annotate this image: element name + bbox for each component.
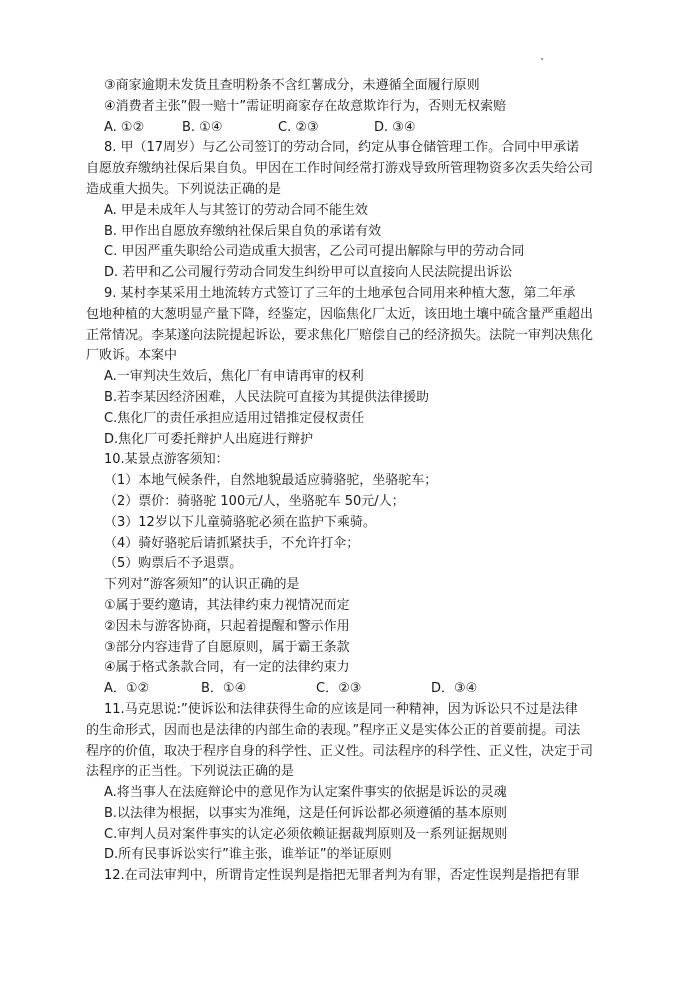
statement-3: ③商家逾期未发货且查明粉条不含红薯成分，未遵循全面履行原则	[104, 78, 480, 93]
option-c: C. ②③	[278, 119, 319, 135]
q9-option-a: A.一审判决生效后，焦化厂有申请再审的权利	[104, 369, 364, 385]
exam-content	[86, 76, 626, 887]
q10-statement-3: ③部分内容违背了自愿原则，属于霸王条款	[104, 639, 350, 655]
q10-item-3: （3）12岁以下儿童骑骆驼必须在监护下乘骑。	[104, 514, 376, 530]
q9-option-b: B.若李某因经济困难，人民法院可直接为其提供法律援助	[104, 389, 430, 405]
q11-option-a: A.将当事人在法庭辩论中的意见作为认定案件事实的依据是诉讼的灵魂	[104, 785, 507, 801]
q10-options	[86, 679, 626, 700]
q9-option-d: D.焦化厂可委托辩护人出庭进行辩护	[104, 431, 314, 447]
q10-option-a: A．①②	[104, 681, 150, 697]
q8-option-c: C. 甲因严重失职给公司造成重大损害，乙公司可提出解除与甲的劳动合同	[104, 244, 525, 260]
q9-stem-line-4: 厂败诉。本案中	[86, 348, 178, 364]
q10-item-5: （5）购票后不予退票。	[104, 556, 243, 572]
q11-stem-line-2: 的生命形式，因而也是法律的内部生命的表现。”程序正义是实体公正的首要前提。司法	[86, 722, 581, 738]
q8-stem-line-1: 8. 甲（17周岁）与乙公司签订的劳动合同，约定从事仓储管理工作。合同中甲承诺	[104, 140, 580, 156]
q10-question: 下列对”游客须知”的认识正确的是	[104, 577, 300, 593]
q11-option-b: B.以法律为根据，以事实为准绳，这是任何诉讼都必须遵循的基本原则	[104, 805, 508, 821]
q8-option-b: B. 甲作出自愿放弃缴纳社保后果自负的承诺有效	[104, 223, 382, 239]
q10-stem: 10.某景点游客须知：	[104, 452, 229, 468]
q10-option-c: C．②③	[316, 681, 362, 697]
option-b: B. ①④	[182, 119, 223, 135]
q8-option-a: A. 甲是未成年人与其签订的劳动合同不能生效	[104, 202, 368, 218]
q11-stem-line-3: 程序的价值，取决于程序自身的科学性、正义性。司法程序的科学性、正义性，决定于司	[86, 743, 594, 759]
q10-option-d: D．③④	[431, 681, 478, 697]
q12-stem-line-1: 12.在司法审判中，所谓肯定性误判是指把无罪者判为有罪，否定性误判是指把有罪	[104, 868, 580, 884]
q9-option-c: C.焦化厂的责任承担应适用过错推定侵权责任	[104, 410, 365, 426]
option-d: D. ③④	[374, 119, 416, 135]
q10-option-b: B．①④	[201, 681, 247, 697]
q11-option-c: C.审判人员对案件事实的认定必须依赖证据裁判原则及一系列证据规则	[104, 826, 508, 842]
q9-stem-line-2: 包地种植的大葱明显产量下降，经鉴定，因临焦化厂太近，该田地土壤中硫含量严重超出	[86, 306, 594, 322]
q8-option-d: D. 若甲和乙公司履行劳动合同发生纠纷甲可以直接向人民法院提出诉讼	[104, 265, 513, 281]
q10-statement-1: ①属于要约邀请，其法律约束力视情况而定	[104, 597, 350, 613]
q11-stem-line-1: 11.马克思说:”使诉讼和法律获得生命的应该是同一种精神，因为诉讼只不过是法律	[104, 701, 578, 717]
q10-statement-2: ②因未与游客协商，只起着提醒和警示作用	[104, 618, 350, 634]
q11-option-d: D.所有民事诉讼实行”谁主张，谁举证”的举证原则	[104, 847, 392, 863]
q10-item-1: （1）本地气候条件，自然地貌最适应骑骆驼，坐骆驼车；	[104, 473, 438, 489]
q10-statement-4: ④属于格式条款合同，有一定的法律约束力	[104, 660, 350, 676]
prev-options	[86, 118, 626, 139]
q10-item-4: （4）骑好骆驼后请抓紧扶手，不允许打伞；	[104, 535, 360, 551]
q9-stem-line-1: 9. 某村李某采用土地流转方式签订了三年的土地承包合同用来种植大葱，第二年承	[104, 285, 576, 301]
scan-dot	[541, 58, 543, 60]
statement-4: ④消费者主张”假一赔十”需证明商家存在故意欺诈行为，否则无权索赔	[104, 98, 507, 114]
q11-stem-line-4: 法程序的正当性。下列说法正确的是	[86, 764, 295, 780]
q9-stem-line-3: 正常情况。李某遂向法院提起诉讼，要求焦化厂赔偿自己的经济损失。法院一审判决焦化	[86, 327, 594, 343]
option-a: A. ①②	[104, 119, 145, 135]
q8-stem-line-3: 造成重大损失。下列说法正确的是	[86, 181, 282, 197]
q10-item-2: （2）票价：骑骆驼 100元/人，坐骆驼车 50元/人；	[104, 493, 405, 509]
q8-stem-line-2: 自愿放弃缴纳社保后果自负。甲因在工作时间经常打游戏导致所管理物资多次丢失给公司	[86, 161, 594, 177]
